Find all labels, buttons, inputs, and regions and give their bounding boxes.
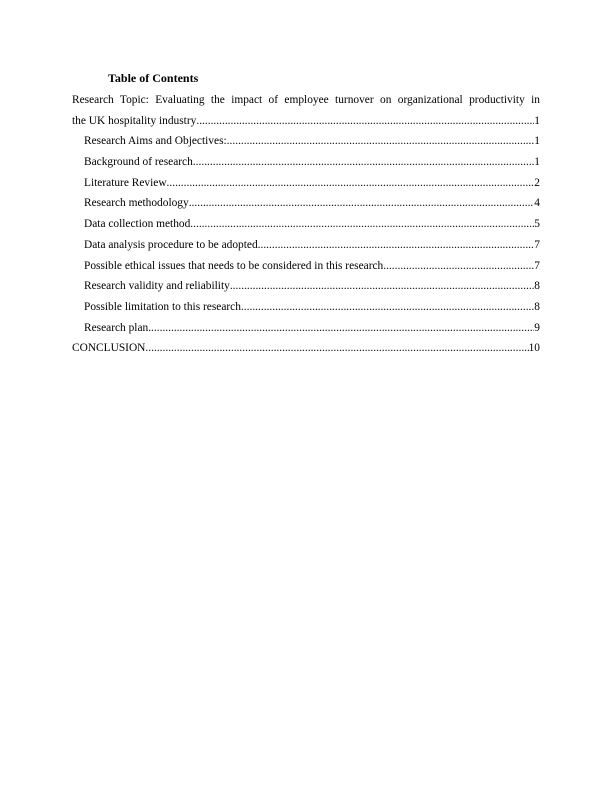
toc-entry-text: Research Aims and Objectives: bbox=[84, 135, 227, 148]
dot-leader bbox=[193, 152, 535, 173]
toc-page-number: 9 bbox=[534, 321, 540, 334]
toc-entry-text: CONCLUSION bbox=[72, 342, 146, 355]
toc-entry-literature-review[interactable] bbox=[72, 173, 540, 194]
toc-page-number: 7 bbox=[534, 259, 540, 272]
toc-page-number: 8 bbox=[534, 300, 540, 313]
dot-leader bbox=[227, 131, 535, 152]
toc-entry-research-methodology[interactable] bbox=[72, 193, 540, 214]
toc-page-number: 10 bbox=[528, 342, 540, 355]
toc-entry-text: Literature Review bbox=[84, 176, 167, 189]
dot-leader bbox=[145, 338, 528, 359]
dot-leader bbox=[167, 173, 535, 194]
toc-entry-validity-reliability[interactable] bbox=[72, 276, 540, 297]
toc-entry-text: Data collection method bbox=[84, 218, 191, 231]
toc-page-number: 7 bbox=[534, 238, 540, 251]
dot-leader bbox=[383, 256, 534, 277]
dot-leader bbox=[230, 276, 534, 297]
dot-leader bbox=[196, 111, 534, 132]
dot-leader bbox=[189, 193, 535, 214]
toc-page-number: 1 bbox=[534, 156, 540, 169]
toc-page-number: 1 bbox=[534, 135, 540, 148]
toc-page-number: 1 bbox=[534, 114, 540, 127]
toc-page-number: 2 bbox=[534, 176, 540, 189]
toc-entry-ethical-issues[interactable] bbox=[72, 256, 540, 277]
toc-entry-research-topic[interactable] bbox=[72, 90, 540, 131]
toc-page-number: 5 bbox=[534, 218, 540, 231]
toc-page-number: 8 bbox=[534, 280, 540, 293]
toc-entry-research-aims[interactable] bbox=[72, 131, 540, 152]
dot-leader bbox=[190, 214, 534, 235]
toc-entry-text: Research plan bbox=[84, 321, 149, 334]
toc-entry-data-analysis[interactable] bbox=[72, 235, 540, 256]
toc-entry-text: Research validity and reliability bbox=[84, 280, 230, 293]
dot-leader bbox=[241, 297, 534, 318]
toc-title: Table of Contents bbox=[108, 71, 199, 85]
toc-entry-text: Background of research bbox=[84, 156, 193, 169]
toc-entry-conclusion[interactable] bbox=[72, 338, 540, 359]
toc-entry-text: Possible ethical issues that needs to be considered in this research bbox=[84, 259, 384, 272]
toc-entry-text: Possible limitation to this research bbox=[84, 300, 241, 313]
toc-entry-data-collection[interactable] bbox=[72, 214, 540, 235]
toc-page-number: 4 bbox=[534, 197, 540, 210]
toc-entry-research-plan[interactable] bbox=[72, 318, 540, 339]
toc-entry-background[interactable] bbox=[72, 152, 540, 173]
toc-entry-text: Data analysis procedure to be adopted bbox=[84, 238, 258, 251]
table-of-contents bbox=[72, 90, 540, 359]
toc-entry-limitations[interactable] bbox=[72, 297, 540, 318]
toc-entry-text: Research methodology bbox=[84, 197, 189, 210]
dot-leader bbox=[258, 235, 535, 256]
toc-entry-research-topic-line2 bbox=[72, 111, 540, 132]
toc-entry-text: the UK hospitality industry bbox=[72, 114, 197, 127]
dot-leader bbox=[148, 318, 534, 339]
toc-entry-research-topic-line1: Research Topic: Evaluating the impact of employee turnover on organizational productivity in bbox=[72, 94, 540, 106]
